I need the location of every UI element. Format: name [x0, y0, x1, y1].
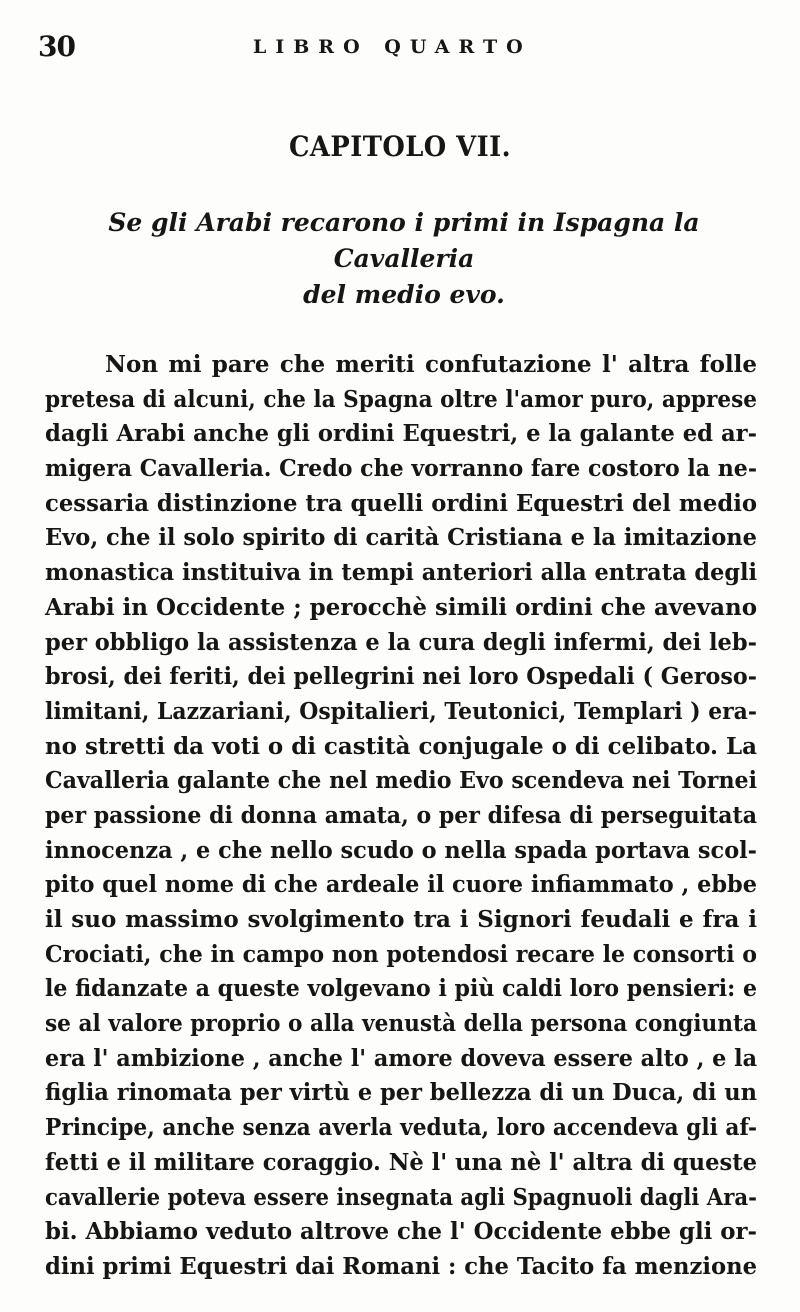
chapter-subtitle-line: Se gli Arabi recarono i primi in Ispagna la Cavalleria	[108, 208, 700, 273]
page-header	[38, 30, 768, 70]
text-line: Arabi in Occidente ; perocchè simili ordini che avevano	[45, 593, 758, 621]
text-line: pretesa di alcuni, che la Spagna oltre l'amor puro, apprese	[45, 385, 758, 413]
text-line: Principe, anche senza averla veduta, loro accendeva gli af-	[45, 1114, 758, 1142]
text-line: cessaria distinzione tra quelli ordini Equestri del medio	[45, 489, 758, 517]
text-line: fetti e il militare coraggio. Nè l' una nè l' altra di queste	[45, 1148, 758, 1176]
text-line: dagli Arabi anche gli ordini Equestri, e la galante ed ar-	[45, 420, 758, 448]
text-line: Evo, che il solo spirito di carità Cristiana e la imitazione	[45, 524, 758, 552]
text-line: figlia rinomata per virtù e per bellezza di un Duca, di un	[45, 1079, 758, 1107]
page-number: 30	[38, 30, 75, 63]
text-line: pito quel nome di che ardeale il cuore infiammato , ebbe	[45, 871, 757, 899]
text-line: limitani, Lazzariani, Ospitalieri, Teutonici, Templari ) era-	[45, 697, 757, 725]
text-line: innocenza , e che nello scudo o nella spada portava scol-	[45, 836, 757, 864]
text-line: Cavalleria galante che nel medio Evo scendeva nei Tornei	[45, 767, 758, 795]
text-line: le fidanzate a queste volgevano i più caldi loro pensieri: e	[45, 975, 758, 1003]
text-line: dini primi Equestri dai Romani : che Tacito fa menzione	[45, 1252, 758, 1280]
chapter-subtitle-line: del medio evo.	[303, 280, 505, 309]
text-line: se al valore proprio o alla venustà della persona congiunta	[45, 1010, 758, 1038]
text-line: cavallerie poteva essere insegnata agli Spagnuoli dagli Ara-	[45, 1183, 757, 1211]
chapter-subtitle	[40, 205, 768, 313]
text-line: Crociati, che in campo non potendosi recare le consorti o	[45, 940, 758, 968]
text-line: Non mi pare che meriti confutazione l' altra folle	[105, 351, 758, 378]
text-line: per obbligo la assistenza e la cura degli infermi, dei leb-	[45, 628, 757, 656]
running-head: LIBRO QUARTO	[253, 36, 532, 58]
text-line: brosi, dei feriti, dei pellegrini nei loro Ospedali ( Geroso-	[45, 663, 757, 691]
text-line: era l' ambizione , anche l' amore doveva essere alto , e la	[45, 1044, 758, 1072]
text-line: monastica instituiva in tempi anteriori alla entrata degli	[45, 559, 758, 587]
text-line: il suo massimo svolgimento tra i Signori feudali e fra i	[45, 906, 758, 933]
text-line: per passione di donna amata, o per difesa di perseguitata	[45, 801, 758, 829]
text-line: bi. Abbiamo veduto altrove che l' Occidente ebbe gli or-	[45, 1218, 758, 1246]
text-line: migera Cavalleria. Credo che vorranno fare costoro la ne-	[45, 455, 757, 483]
chapter-title: CAPITOLO VII.	[288, 130, 512, 163]
body-paragraph	[45, 348, 757, 1285]
text-line: no stretti da voti o di castità conjugale o di celibato. La	[45, 732, 758, 760]
